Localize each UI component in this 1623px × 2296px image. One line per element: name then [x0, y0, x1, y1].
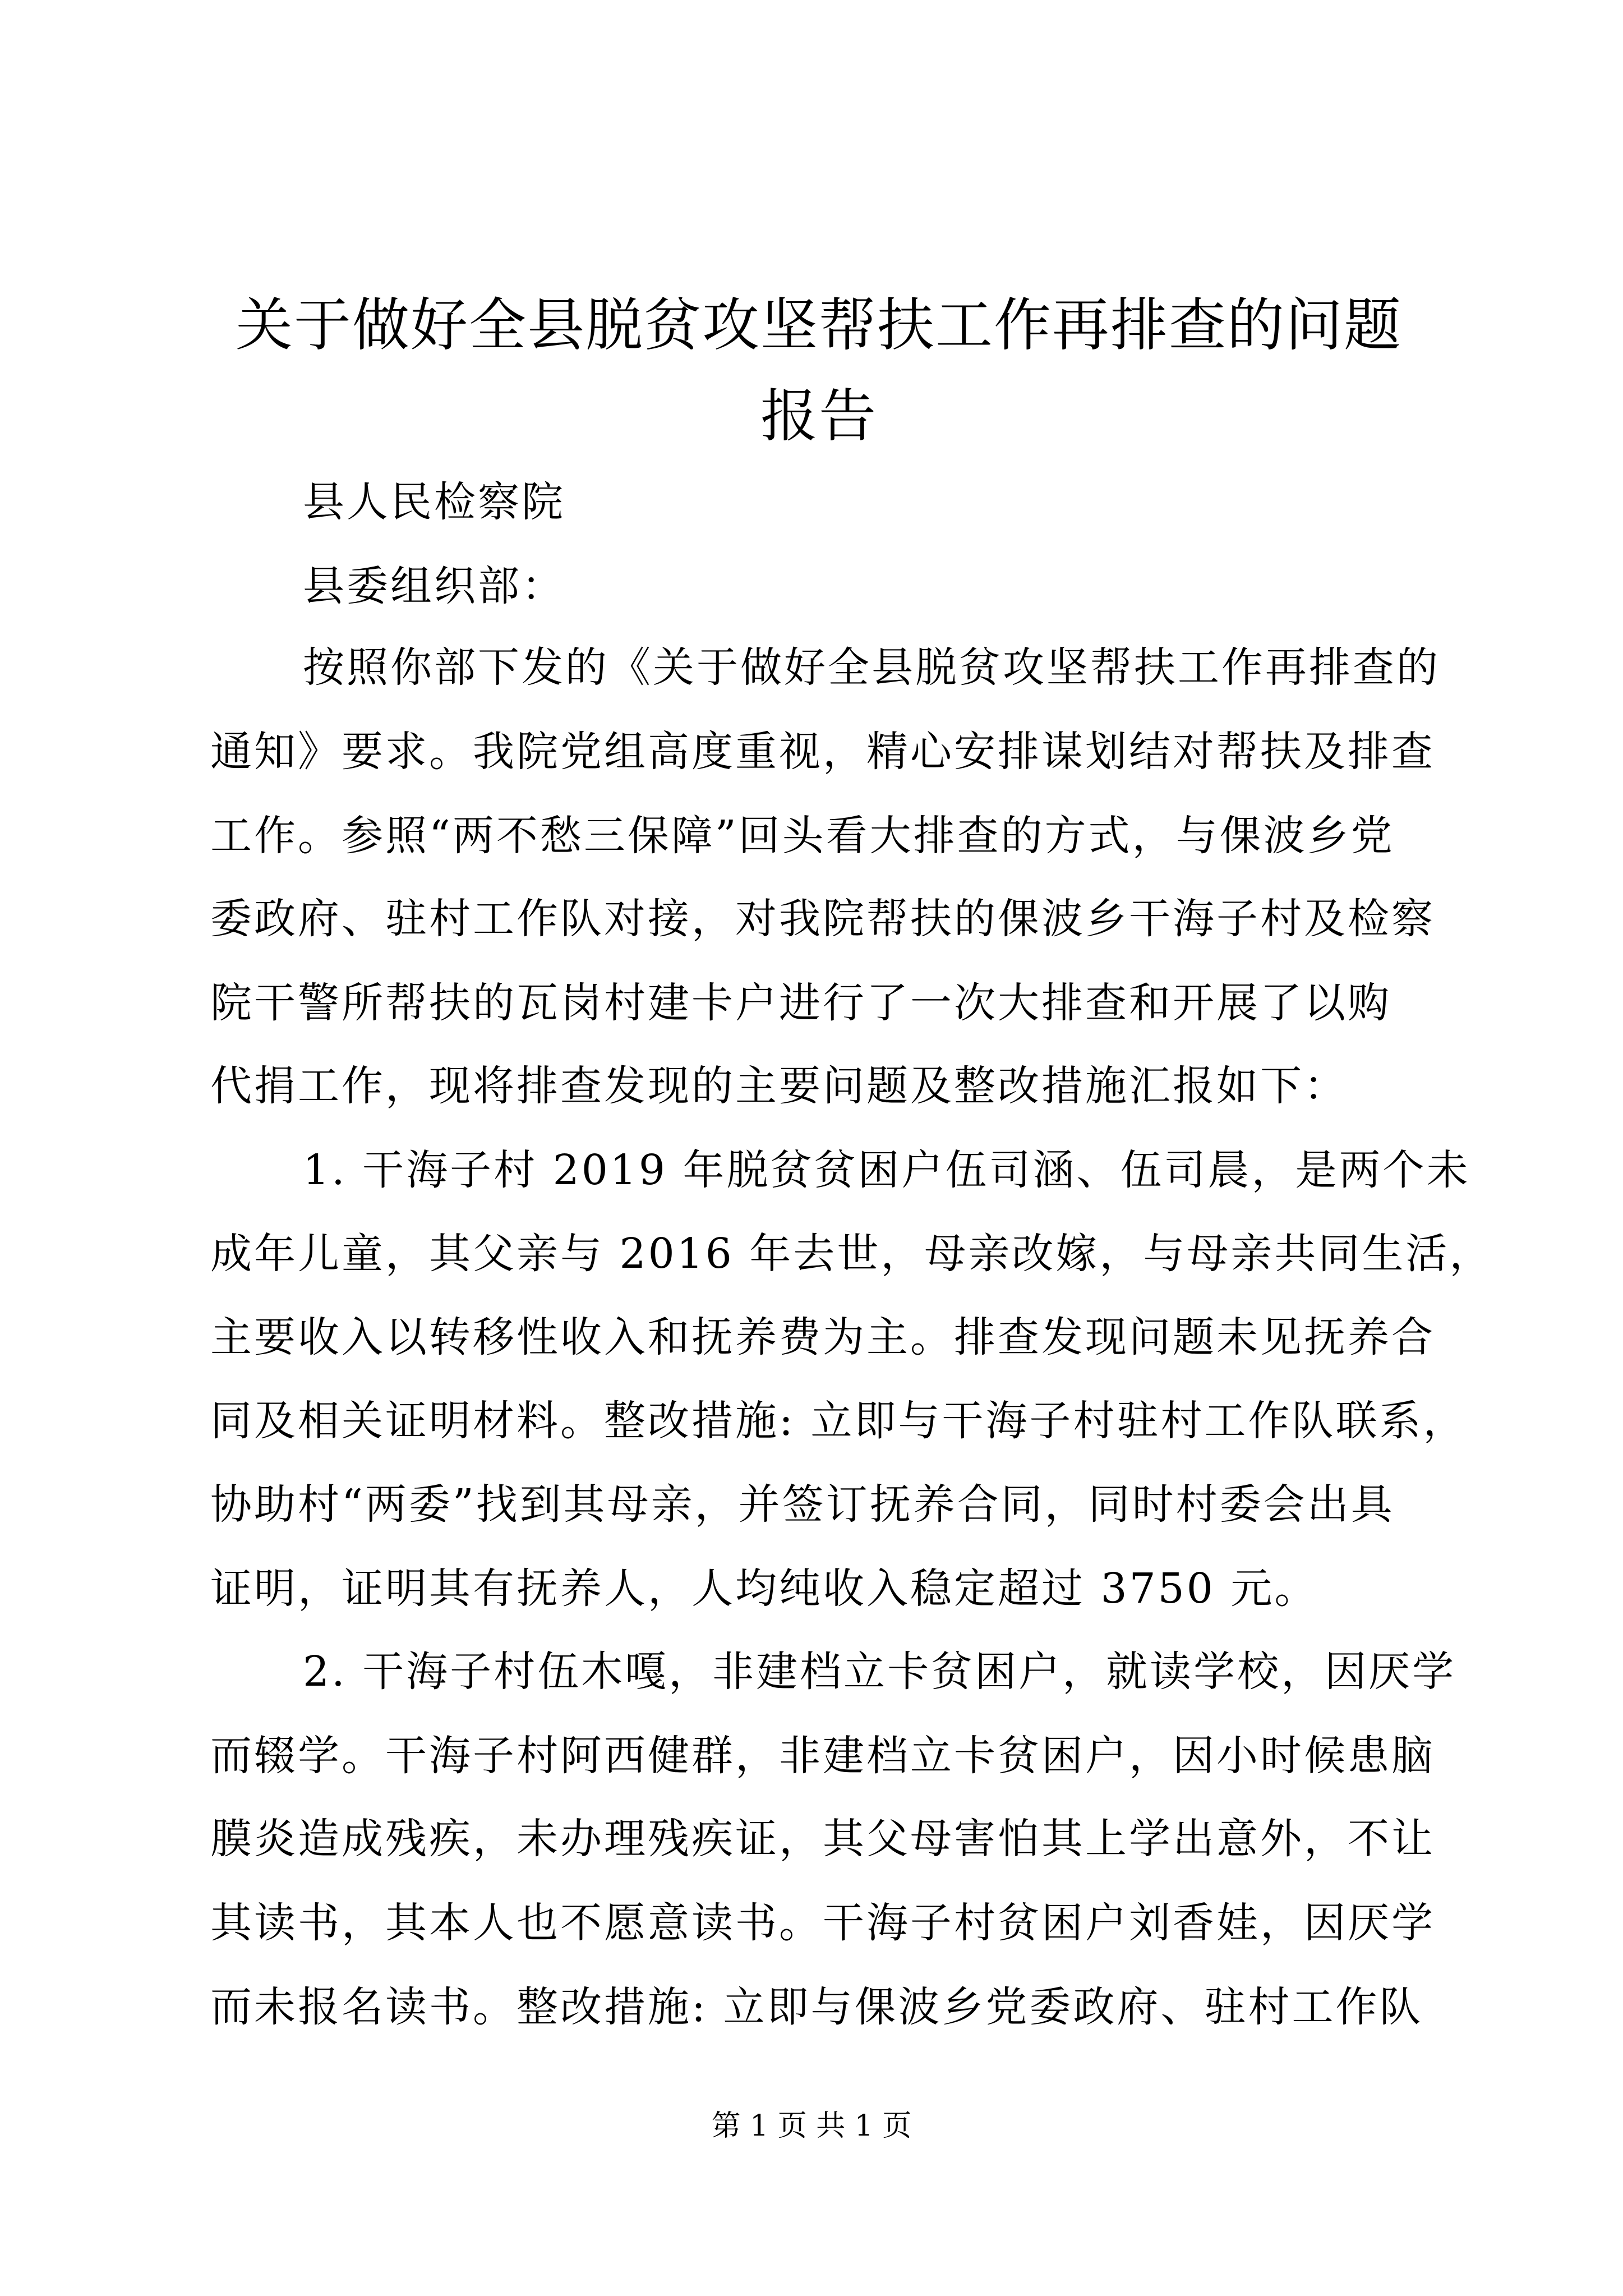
paragraph-2-line: 证明，证明其有抚养人，人均纯收入稳定超过 3750 元。: [210, 1565, 1318, 1613]
paragraph-1-line: 通知》要求。我院党组高度重视，精心安排谋划结对帮扶及排查: [210, 728, 1435, 776]
paragraph-2-line: 同及相关证明材料。整改措施: 立即与干海子村驻村工作队联系，: [210, 1397, 1467, 1445]
paragraph-3-line: 膜炎造成残疾，未办理残疾证，其父母害怕其上学出意外，不让: [210, 1815, 1435, 1863]
paragraph-3-line: 2. 干海子村伍木嘎，非建档立卡贫困户，就读学校，因厌学: [303, 1648, 1456, 1696]
paragraph-1-line: 委政府、驻村工作队对接，对我院帮扶的倮波乡干海子村及检察: [210, 895, 1435, 943]
paragraph-1-line: 院干警所帮扶的瓦岗村建卡户进行了一次大排查和开展了以购: [210, 979, 1391, 1027]
paragraph-1-line: 按照你部下发的《关于做好全县脱贫攻坚帮扶工作再排查的: [303, 643, 1440, 692]
title-line-1: 关于做好全县脱贫攻坚帮扶工作再排查的问题: [236, 292, 1402, 359]
paragraph-3-line: 而辍学。干海子村阿西健群，非建档立卡贫困户，因小时候患脑: [210, 1732, 1435, 1780]
paragraph-1-line: 工作。参照“两不愁三保障”回头看大排查的方式，与倮波乡党: [210, 812, 1395, 860]
paragraph-2-line: 主要收入以转移性收入和抚养费为主。排查发现问题未见抚养合: [210, 1313, 1435, 1361]
paragraph-2-line: 1. 干海子村 2019 年脱贫贫困户伍司涵、伍司晨，是两个未: [303, 1146, 1470, 1194]
paragraph-2-line: 协助村“两委”找到其母亲，并签订抚养合同，同时村委会出具: [210, 1480, 1395, 1529]
document-title: [202, 280, 1436, 462]
sender-line: 县人民检察院: [303, 478, 565, 526]
recipient-line: 县委组织部：: [303, 562, 565, 610]
page-footer: 第 1 页 共 1 页: [711, 2109, 912, 2143]
paragraph-1-line: 代捐工作，现将排查发现的主要问题及整改措施汇报如下：: [210, 1062, 1348, 1110]
paragraph-3-line: 其读书，其本人也不愿意读书。干海子村贫困户刘香娃，因厌学: [210, 1899, 1435, 1947]
paragraph-2-line: 成年儿童，其父亲与 2016 年去世，母亲改嫁，与母亲共同生活，: [210, 1230, 1493, 1278]
paragraph-3-line: 而未报名读书。整改措施: 立即与倮波乡党委政府、驻村工作队: [210, 1983, 1423, 2031]
title-line-2: 报告: [760, 383, 877, 450]
